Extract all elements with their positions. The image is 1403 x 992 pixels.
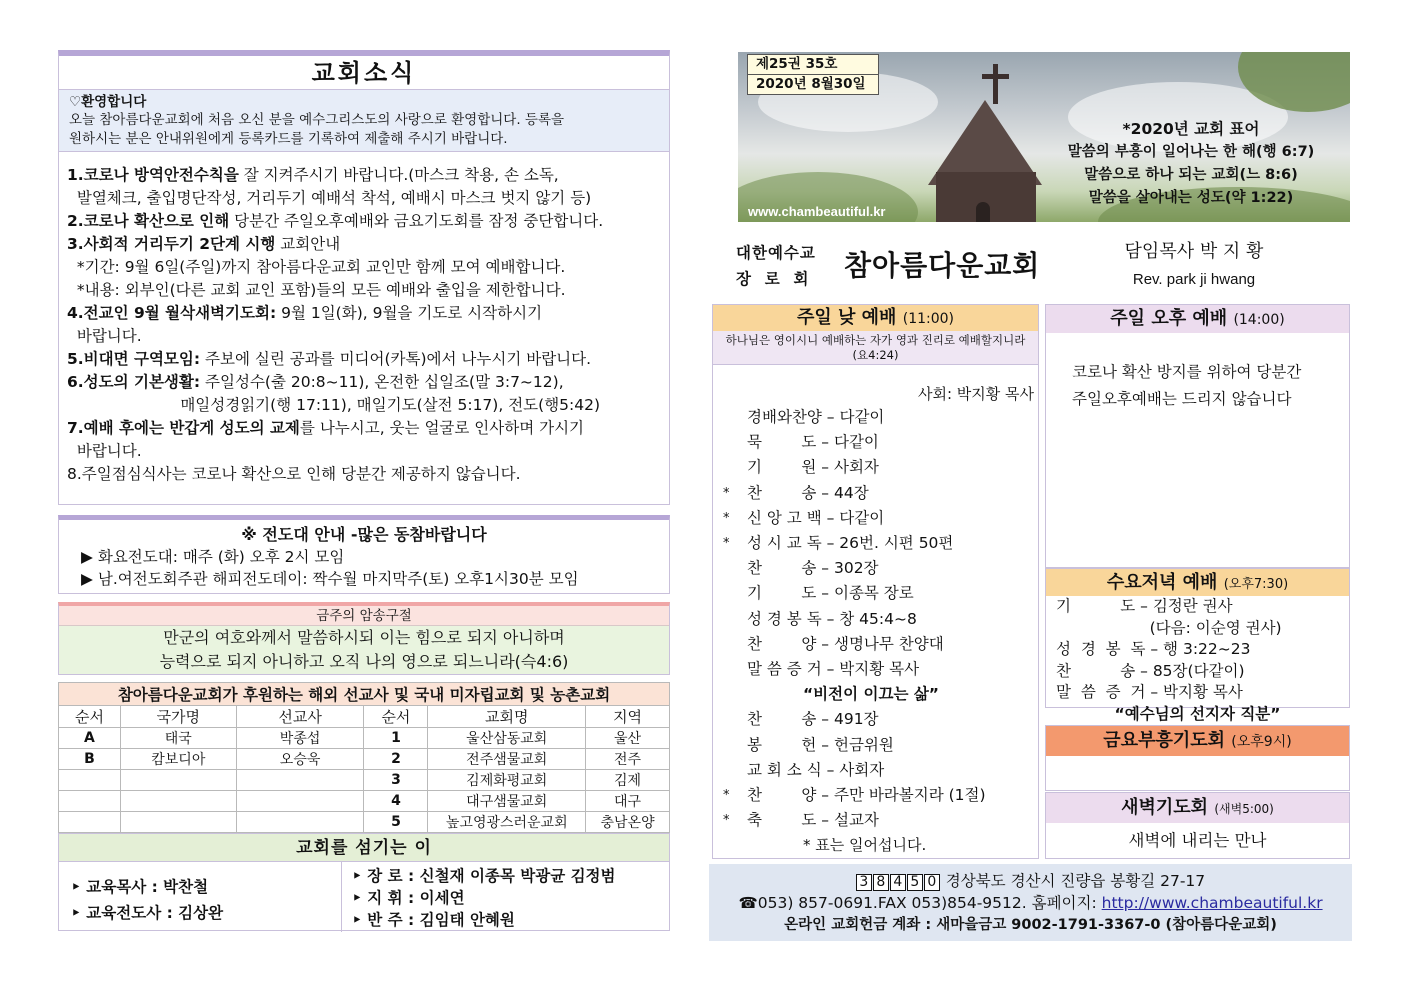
table-row [59, 812, 670, 833]
friday-prayer-section [1045, 725, 1350, 791]
notice-line: 코로나 확산 방지를 위하여 당분간 [1072, 363, 1302, 381]
table-cell [59, 770, 121, 791]
table-cell: 3 [364, 770, 428, 791]
table-cell [59, 791, 121, 812]
table-cell: 태국 [120, 728, 236, 749]
col-header: 교회명 [428, 706, 586, 728]
phone-line [709, 892, 1352, 914]
news-item: *내용: 외부인(다른 교회 교인 포함)들의 모든 예배와 출입을 제한합니다. [67, 281, 566, 299]
sunday-service-verse: 하나님은 영이시니 예배하는 자가 영과 진리로 예배할지니라(요4:24) [713, 331, 1038, 365]
col-header: 순서 [59, 706, 121, 728]
missions-table [58, 682, 670, 833]
sermon-title: “비전이 이끄는 삶” [803, 685, 939, 704]
church-banner [738, 52, 1350, 222]
col-header: 지역 [586, 706, 670, 728]
order-item: * 성 시 교 독 – 26번. 시편 50편 [723, 534, 954, 553]
servers-title: 교회를 섬기는 이 [59, 834, 669, 862]
table-cell: 김제화평교회 [428, 770, 586, 791]
table-cell: 4 [364, 791, 428, 812]
church-news-section [58, 50, 670, 505]
zip-code: 3 8 4 5 0 [856, 872, 941, 890]
missions-caption: 참아름다운교회가 후원하는 해외 선교사 및 국내 미자립교회 및 농촌교회 [59, 683, 670, 706]
memory-verse-section [58, 602, 670, 675]
order-item: 기 도 – 김정란 권사 [1056, 597, 1233, 615]
welcome-text-1: 오늘 참아름다운교회에 처음 오신 분을 예수그리스도의 사랑으로 환영합니다. 등록을 [69, 112, 565, 128]
church-news-title: 교회소식 [59, 56, 669, 90]
news-item: 1.코로나 방역안전수칙을 잘 지켜주시기 바랍니다.(마스크 착용, 손 소독, [67, 166, 559, 184]
steeple-window [976, 202, 990, 222]
table-cell: 전주 [586, 749, 670, 770]
table-row [59, 791, 670, 812]
welcome-text-2: 원하시는 분은 안내위원에게 등록카드를 기록하여 제출해 주시기 바랍니다. [69, 131, 508, 147]
cross-icon [993, 64, 998, 104]
evangelism-section [58, 515, 670, 594]
news-item: 2.코로나 확산으로 인해 당분간 주일오후예배와 금요기도회를 잠정 중단합니다. [67, 212, 604, 230]
denomination-line-1: 대한예수교 [736, 244, 816, 262]
address: 경상북도 경산시 진량읍 봉황길 27-17 [940, 872, 1206, 890]
issue-volume: 제25권 35호 [747, 54, 879, 75]
pastor-name-en: Rev. park ji hwang [1132, 271, 1256, 288]
afternoon-service-notice [1046, 333, 1349, 413]
order-item: 교 회 소 식 – 사회자 [747, 760, 885, 779]
welcome-heading: ♡환영합니다 [69, 94, 147, 110]
afternoon-service-section [1045, 304, 1350, 568]
col-header: 순서 [364, 706, 428, 728]
church-header [712, 234, 1352, 294]
news-item: *기간: 9월 6일(주일)까지 참아름다운교회 교인만 함께 모여 예배합니다. [67, 258, 566, 276]
server-line: ‣ 반 주 : 김임태 안혜원 [352, 911, 515, 929]
table-cell [236, 770, 364, 791]
address-line [709, 870, 1352, 892]
table-cell: 충남온양 [586, 812, 670, 833]
table-row [59, 728, 670, 749]
evangelism-title: ※ 전도대 안내 -많은 동참바랍니다 [241, 525, 487, 544]
news-item: 8.주일점심식사는 코로나 확산으로 인해 당분간 제공하지 않습니다. [67, 465, 521, 483]
missions-header-row [59, 706, 670, 728]
table-cell [120, 812, 236, 833]
news-item: 6.성도의 기본생활: 주일성수(출 20:8~11), 온전한 십일조(말 3:7~12), [67, 373, 564, 391]
order-item: 말 씀 증 거 – 박지황 목사 [747, 660, 920, 679]
denomination [736, 240, 816, 292]
table-cell: 5 [364, 812, 428, 833]
news-item: 7.예배 후에는 반갑게 성도의 교제를 나누시고, 웃는 얼굴로 인사하며 가시기 [67, 419, 585, 437]
table-cell: 대구 [586, 791, 670, 812]
denomination-line-2: 장 로 회 [736, 270, 810, 288]
col-header: 선교사 [236, 706, 364, 728]
banner-url[interactable]: www.chambeautiful.kr [748, 204, 886, 219]
order-item: 성 경 봉 독 – 행 3:22~23 [1056, 640, 1251, 658]
server-line: ‣ 교육전도사 : 김상완 [71, 904, 224, 922]
table-cell: 대구샘물교회 [428, 791, 586, 812]
order-item: 기 도 – 이종목 장로 [747, 584, 914, 603]
afternoon-service-title: 주일 오후 예배 (14:00) [1046, 305, 1349, 333]
order-item: 말 씀 증 거 – 박지황 목사 [1056, 683, 1243, 701]
servers-right [341, 862, 671, 932]
table-cell: 캄보디아 [120, 749, 236, 770]
contact-footer [709, 864, 1352, 941]
church-name: 참아름다운교회 [844, 249, 1041, 282]
table-cell: 오승욱 [236, 749, 364, 770]
news-item: 발열체크, 출입명단작성, 거리두기 예배석 착석, 예배시 마스크 벗지 않기 등) [67, 189, 592, 207]
news-item: 4.전교인 9월 월삭새벽기도회: 9월 1일(화), 9월을 기도로 시작하시기 [67, 304, 543, 322]
order-item: 찬 송 – 302장 [747, 559, 879, 578]
table-row [59, 749, 670, 770]
sunday-service-title: 주일 낮 예배 (11:00) [713, 305, 1038, 331]
standing-footnote: * 표는 일어섭니다. [803, 836, 927, 855]
sermon-title: “예수님의 선지자 직분” [1114, 704, 1281, 723]
memory-verse-line-1: 만군의 여호와께서 말씀하시되 이는 힘으로 되지 아니하며 [163, 628, 565, 647]
table-cell: 울산 [586, 728, 670, 749]
friday-prayer-title: 금요부흥기도회 (오후9시) [1046, 726, 1349, 756]
wednesday-service-title: 수요저녁 예배 (오후7:30) [1046, 569, 1349, 596]
order-item: 성 경 봉 독 – 창 45:4~8 [747, 609, 917, 628]
notice-line: 주일오후예배는 드리지 않습니다 [1072, 390, 1292, 408]
news-item: 5.비대면 구역모임: 주보에 실린 공과를 미디어(카톡)에서 나누시기 바랍니다. [67, 350, 592, 368]
order-item: (다음: 이순영 권사) [1056, 618, 1282, 637]
table-cell [236, 812, 364, 833]
order-item: 봉 헌 – 헌금위원 [747, 735, 894, 754]
table-cell: 1 [364, 728, 428, 749]
order-item: 찬 송 – 85장(다같이) [1056, 661, 1245, 680]
senior-pastor [1104, 238, 1284, 294]
server-line: ‣ 교육목사 : 박찬철 [71, 878, 209, 896]
news-item: 바랍니다. [67, 327, 142, 345]
order-item: * 찬 양 – 주만 바라볼지라 (1절) [723, 786, 986, 805]
offering-account: 온라인 교회헌금 계좌 : 새마을금고 9002-1791-3367-0 (참아름다운교회) [784, 917, 1277, 933]
order-item: 묵 도 – 다같이 [747, 433, 879, 452]
wednesday-service-section [1045, 568, 1350, 723]
news-item: 3.사회적 거리두기 2단계 시행 교회안내 [67, 235, 341, 253]
table-cell: 전주샘물교회 [428, 749, 586, 770]
news-item: 바랍니다. [67, 442, 142, 460]
server-line: ‣ 장 로 : 신철재 이종목 박광균 김정범 [352, 867, 616, 885]
table-cell: A [59, 728, 121, 749]
homepage-link[interactable]: http://www.chambeautiful.kr [1101, 894, 1323, 912]
table-cell: 박종섭 [236, 728, 364, 749]
dawn-prayer-text: 새벽에 내리는 만나 [1128, 831, 1267, 850]
cross-icon-bar [982, 74, 1009, 79]
table-row [59, 770, 670, 791]
dawn-prayer-title: 새벽기도회 (새벽5:00) [1046, 793, 1349, 823]
table-cell [120, 770, 236, 791]
news-item: 매일성경읽기(행 17:11), 매일기도(살전 5:17), 전도(행5:42) [67, 396, 601, 414]
service-host: 사회: 박지황 목사 [917, 385, 1034, 403]
order-item: 찬 송 – 491장 [747, 710, 879, 729]
pastor-name-ko: 담임목사 박 지 황 [1124, 241, 1264, 262]
servers-left [71, 874, 223, 926]
evangelism-line: ▶ 화요전도대: 매주 (화) 오후 2시 모임 [81, 548, 345, 566]
news-items [59, 152, 669, 486]
table-cell: 2 [364, 749, 428, 770]
phone-fax: ☎053) 857-0691.FAX 053)854-9512. 홈페이지: [738, 894, 1102, 912]
motto-line: 말씀의 부흥이 일어나는 한 해(행 6:7) [1067, 144, 1315, 160]
motto-line: 말씀을 살아내는 성도(약 1:22) [1088, 190, 1294, 206]
order-item: * 축 도 – 설교자 [723, 811, 879, 830]
memory-verse-heading: 금주의 암송구절 [59, 606, 669, 626]
evangelism-line: ▶ 남.여전도회주관 해피전도데이: 짝수월 마지막주(토) 오후1시30분 모임 [81, 570, 579, 588]
memory-verse-line-2: 능력으로 되지 아니하고 오직 나의 영으로 되느니라(슥4:6) [159, 652, 569, 671]
motto-title: *2020년 교회 표어 [1122, 120, 1260, 138]
table-cell: 높고영광스러운교회 [428, 812, 586, 833]
church-motto [1038, 118, 1344, 210]
order-item: 찬 양 – 생명나무 찬양대 [747, 634, 944, 653]
server-line: ‣ 지 휘 : 이세연 [352, 889, 465, 907]
order-item: * 찬 송 – 44장 [723, 483, 869, 502]
table-cell: 김제 [586, 770, 670, 791]
order-item: * 신 앙 고 백 – 다같이 [723, 508, 885, 527]
motto-line: 말씀으로 하나 되는 교회(느 8:6) [1084, 167, 1298, 183]
table-cell: B [59, 749, 121, 770]
sunday-service-section [712, 304, 1039, 859]
welcome-block [59, 90, 669, 152]
order-item: 기 원 – 사회자 [747, 458, 879, 477]
table-cell: 울산삼동교회 [428, 728, 586, 749]
table-cell [59, 812, 121, 833]
dawn-prayer-section [1045, 792, 1350, 859]
issue-date: 2020년 8월30일 [747, 74, 879, 95]
table-cell [120, 791, 236, 812]
servers-section [58, 833, 670, 931]
col-header: 국가명 [120, 706, 236, 728]
table-cell [236, 791, 364, 812]
order-item: 경배와찬양 – 다같이 [747, 408, 885, 426]
